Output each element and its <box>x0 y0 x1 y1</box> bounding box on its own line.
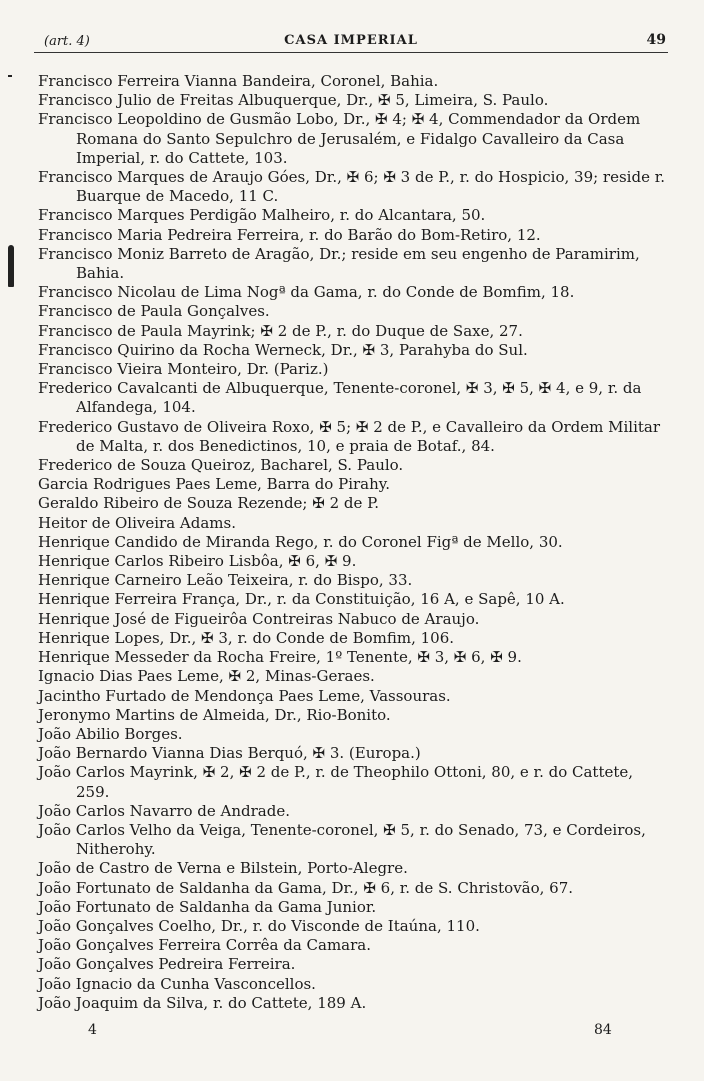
list-item: João Carlos Velho da Veiga, Tenente-coronel, ✠ 5, r. do Senado, 73, e Cordeiros, Nitherohy. <box>38 820 646 859</box>
list-item: Frederico Cavalcanti de Albuquerque, Tenente-coronel, ✠ 3, ✠ 5, ✠ 4, e 9, r. da Alfandega, 104. <box>38 379 642 417</box>
page-footer <box>0 1022 704 1042</box>
list-item: João Carlos Mayrink, ✠ 2, ✠ 2 de P., r. de Theophilo Ottoni, 80, e r. do Cattete, 259. <box>38 763 634 801</box>
list-item: Henrique Carlos Ribeiro Lisbôa, ✠ 6, ✠ 9. <box>38 552 357 571</box>
page-header <box>34 30 668 53</box>
list-item: João Abilio Borges. <box>38 724 183 743</box>
list-item: Henrique Messeder da Rocha Freire, 1º Tenente, ✠ 3, ✠ 6, ✠ 9. <box>38 648 522 667</box>
entry-list <box>38 72 670 1013</box>
list-item: Francisco Moniz Barreto de Aragão, Dr.; reside em seu engenho de Paramirim, Bahia. <box>38 244 640 283</box>
list-item: João de Castro de Verna e Bilstein, Porto-Alegre. <box>38 859 408 878</box>
list-item: João Joaquim da Silva, r. do Cattete, 189 A. <box>38 993 367 1012</box>
list-item: Henrique Ferreira França, Dr., r. da Constituição, 16 A, e Sapê, 10 A. <box>38 590 565 609</box>
list-item: Henrique Lopes, Dr., ✠ 3, r. do Conde de Bomfim, 106. <box>38 628 455 647</box>
list-item: Francisco Ferreira Vianna Bandeira, Coronel, Bahia. <box>38 72 439 90</box>
margin-mark <box>8 245 14 287</box>
list-item: Francisco Maria Pedreira Ferreira, r. do Barão do Bom-Retiro, 12. <box>38 225 541 244</box>
page-title: CASA IMPERIAL <box>284 33 418 48</box>
list-item: João Gonçalves Ferreira Corrêa da Camara. <box>38 936 371 955</box>
list-item: Francisco Julio de Freitas Albuquerque, Dr., ✠ 5, Limeira, S. Paulo. <box>38 91 549 110</box>
list-item: Jeronymo Martins de Almeida, Dr., Rio-Bonito. <box>38 705 391 724</box>
list-item: Francisco Marques Perdigão Malheiro, r. do Alcantara, 50. <box>38 206 486 225</box>
list-item: Henrique Candido de Miranda Rego, r. do Coronel Figª de Mello, 30. <box>38 532 563 551</box>
list-item: João Bernardo Vianna Dias Berquó, ✠ 3. (Europa.) <box>38 744 421 763</box>
list-item: Francisco Marques de Araujo Góes, Dr., ✠ 6; ✠ 3 de P., r. do Hospicio, 39; reside r. Buarque de Macedo, 11 C. <box>38 168 666 206</box>
sheet-number: 84 <box>594 1022 612 1038</box>
list-item: Francisco Leopoldino de Gusmão Lobo, Dr., ✠ 4; ✠ 4, Commendador da Ordem Romana do Santo Sepulchro de Jerusalém, e Fidalgo Cavalleiro da Casa Imperial, r. do Cattete, 103. <box>38 110 641 167</box>
list-item: Henrique José de Figueirôa Contreiras Nabuco de Araujo. <box>38 609 480 628</box>
list-item: João Fortunato de Saldanha da Gama, Dr., ✠ 6, r. de S. Christovão, 67. <box>38 878 574 897</box>
list-item: Geraldo Ribeiro de Souza Rezende; ✠ 2 de P. <box>38 494 379 513</box>
list-item: Ignacio Dias Paes Leme, ✠ 2, Minas-Geraes. <box>38 667 375 686</box>
list-item: Henrique Carneiro Leão Teixeira, r. do Bispo, 33. <box>38 571 413 590</box>
list-item: Jacintho Furtado de Mendonça Paes Leme, Vassouras. <box>38 686 451 705</box>
list-item: Frederico de Souza Queiroz, Bacharel, S. Paulo. <box>38 456 404 475</box>
list-item: João Carlos Navarro de Andrade. <box>38 801 290 820</box>
list-item: Garcia Rodrigues Paes Leme, Barra do Pirahy. <box>38 475 391 494</box>
list-item: Frederico Gustavo de Oliveira Roxo, ✠ 5; ✠ 2 de P., e Cavalleiro da Ordem Militar de Malta, r. dos Benedictinos, 10, e praia de Botaf., 84. <box>38 417 661 455</box>
list-item: Francisco Vieira Monteiro, Dr. (Pariz.) <box>38 360 329 379</box>
list-item: João Ignacio da Cunha Vasconcellos. <box>38 974 316 993</box>
list-item: Francisco Nicolau de Lima Nogª da Gama, r. do Conde de Bomfim, 18. <box>38 283 575 302</box>
signature-mark: 4 <box>88 1022 97 1038</box>
article-label: (art. 4) <box>44 34 90 49</box>
list-item: Francisco Quirino da Rocha Werneck, Dr., ✠ 3, Parahyba do Sul. <box>38 340 528 359</box>
margin-mark <box>8 75 12 77</box>
list-item: Francisco de Paula Mayrink; ✠ 2 de P., r. do Duque de Saxe, 27. <box>38 321 523 340</box>
list-item: João Fortunato de Saldanha da Gama Junior. <box>38 897 377 916</box>
page-number: 49 <box>646 32 666 48</box>
list-item: João Gonçalves Pedreira Ferreira. <box>38 955 296 974</box>
list-item: Francisco de Paula Gonçalves. <box>38 302 270 321</box>
list-item: Heitor de Oliveira Adams. <box>38 513 236 532</box>
list-item: João Gonçalves Coelho, Dr., r. do Visconde de Itaúna, 110. <box>38 916 480 935</box>
